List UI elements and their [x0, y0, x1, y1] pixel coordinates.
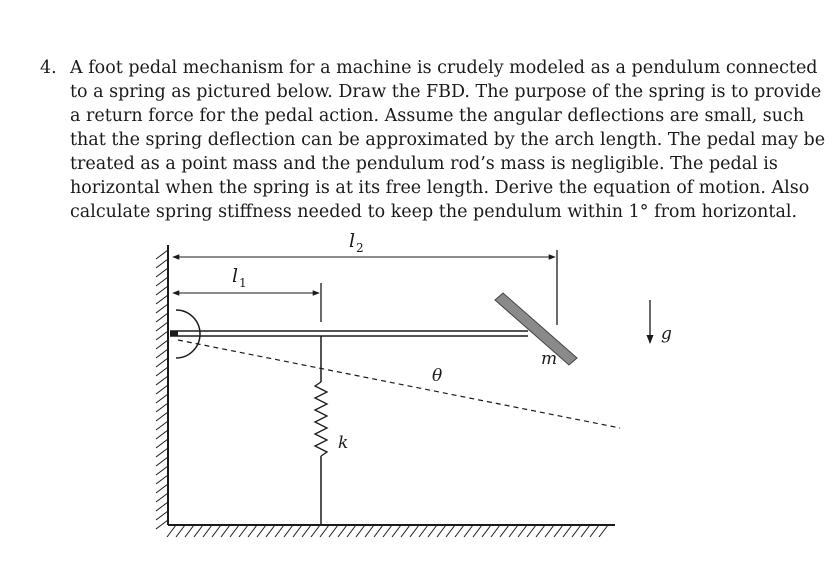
hatch-mark — [257, 525, 266, 537]
label-mass: m — [541, 349, 558, 369]
hatch-mark — [554, 525, 563, 537]
spring — [315, 336, 327, 525]
hatch-mark — [156, 430, 168, 439]
hatch-mark — [212, 525, 221, 537]
hatch-mark — [156, 511, 168, 520]
problem-line: a return force for the pedal action. Assume the angular deflections are small, such — [70, 106, 805, 126]
hatch-mark — [156, 439, 168, 448]
hatch-mark — [383, 525, 392, 537]
hatch-mark — [176, 525, 185, 537]
hatch-mark — [156, 457, 168, 466]
hatch-mark — [329, 525, 338, 537]
hatch-mark — [338, 525, 347, 537]
problem-line: treated as a point mass and the pendulum rod’s mass is negligible. The pedal is — [70, 154, 778, 174]
problem-line: calculate spring stiffness needed to keep the pendulum within 1° from horizontal. — [70, 202, 798, 222]
hatch-mark — [446, 525, 455, 537]
problem-number: 4. — [40, 58, 57, 78]
label-l1 — [232, 265, 247, 290]
hatch-mark — [194, 525, 203, 537]
label-theta: θ — [432, 366, 443, 386]
hatch-mark — [185, 525, 194, 537]
hatch-mark — [221, 525, 230, 537]
hatch-mark — [437, 525, 446, 537]
hatch-mark — [320, 525, 329, 537]
hatch-mark — [156, 259, 168, 268]
hatch-mark — [275, 525, 284, 537]
hatch-mark — [156, 277, 168, 286]
hatch-mark — [156, 484, 168, 493]
hatch-mark — [156, 448, 168, 457]
hatch-mark — [156, 295, 168, 304]
hatch-mark — [563, 525, 572, 537]
hatch-mark — [156, 421, 168, 430]
svg-text:2: 2 — [356, 241, 364, 255]
dimension-l1 — [173, 283, 321, 322]
hatch-mark — [527, 525, 536, 537]
hatch-mark — [545, 525, 554, 537]
hatch-mark — [248, 525, 257, 537]
svg-text:l: l — [349, 230, 356, 252]
hatch-mark — [356, 525, 365, 537]
hatch-mark — [156, 331, 168, 340]
hatch-mark — [473, 525, 482, 537]
problem-line: A foot pedal mechanism for a machine is crudely modeled as a pendulum connected — [70, 58, 818, 78]
pedal — [495, 293, 577, 365]
hatch-mark — [239, 525, 248, 537]
hatch-mark — [428, 525, 437, 537]
hatch-mark — [266, 525, 275, 537]
hatch-mark — [156, 403, 168, 412]
hatch-mark — [491, 525, 500, 537]
wall — [156, 245, 168, 529]
hatch-mark — [156, 313, 168, 322]
hatch-mark — [156, 340, 168, 349]
hatch-mark — [156, 520, 168, 529]
hatch-mark — [311, 525, 320, 537]
pivot — [176, 310, 200, 358]
hatch-mark — [156, 502, 168, 511]
hatch-mark — [156, 394, 168, 403]
hatch-mark — [455, 525, 464, 537]
hatch-mark — [156, 304, 168, 313]
hatch-mark — [581, 525, 590, 537]
hatch-mark — [374, 525, 383, 537]
hatch-mark — [509, 525, 518, 537]
hatch-mark — [419, 525, 428, 537]
hatch-mark — [410, 525, 419, 537]
hatch-mark — [156, 268, 168, 277]
hatch-mark — [464, 525, 473, 537]
hatch-mark — [203, 525, 212, 537]
hatch-mark — [365, 525, 374, 537]
hatch-mark — [156, 385, 168, 394]
hatch-mark — [518, 525, 527, 537]
hatch-mark — [167, 525, 176, 537]
hatch-mark — [156, 475, 168, 484]
hatch-mark — [599, 525, 608, 537]
svg-text:1: 1 — [239, 276, 247, 290]
hatch-mark — [590, 525, 599, 537]
hatch-mark — [482, 525, 491, 537]
hatch-mark — [156, 358, 168, 367]
hatch-mark — [156, 376, 168, 385]
dimension-l2 — [173, 250, 557, 325]
hatch-mark — [293, 525, 302, 537]
hatch-mark — [156, 412, 168, 421]
hatch-mark — [500, 525, 509, 537]
hatch-mark — [156, 286, 168, 295]
label-l2 — [349, 230, 364, 255]
problem-line: horizontal when the spring is at its free length. Derive the equation of motion. Also — [70, 178, 810, 198]
hatch-mark — [284, 525, 293, 537]
hatch-mark — [230, 525, 239, 537]
hatch-mark — [156, 250, 168, 259]
hatch-mark — [156, 493, 168, 502]
hatch-mark — [536, 525, 545, 537]
hatch-mark — [572, 525, 581, 537]
hatch-mark — [302, 525, 311, 537]
svg-text:l: l — [232, 265, 239, 287]
hatch-mark — [156, 349, 168, 358]
pendulum-rod — [170, 331, 528, 336]
hatch-mark — [156, 322, 168, 331]
hatch-mark — [392, 525, 401, 537]
problem-line: that the spring deflection can be approximated by the arch length. The pedal may be — [70, 130, 826, 150]
hatch-mark — [156, 367, 168, 376]
ground — [167, 525, 615, 537]
hatch-mark — [156, 466, 168, 475]
hatch-mark — [347, 525, 356, 537]
hatch-mark — [401, 525, 410, 537]
problem-line: to a spring as pictured below. Draw the FBD. The purpose of the spring is to provide — [70, 82, 822, 102]
label-spring-k: k — [338, 433, 349, 453]
label-gravity: g — [661, 324, 672, 344]
